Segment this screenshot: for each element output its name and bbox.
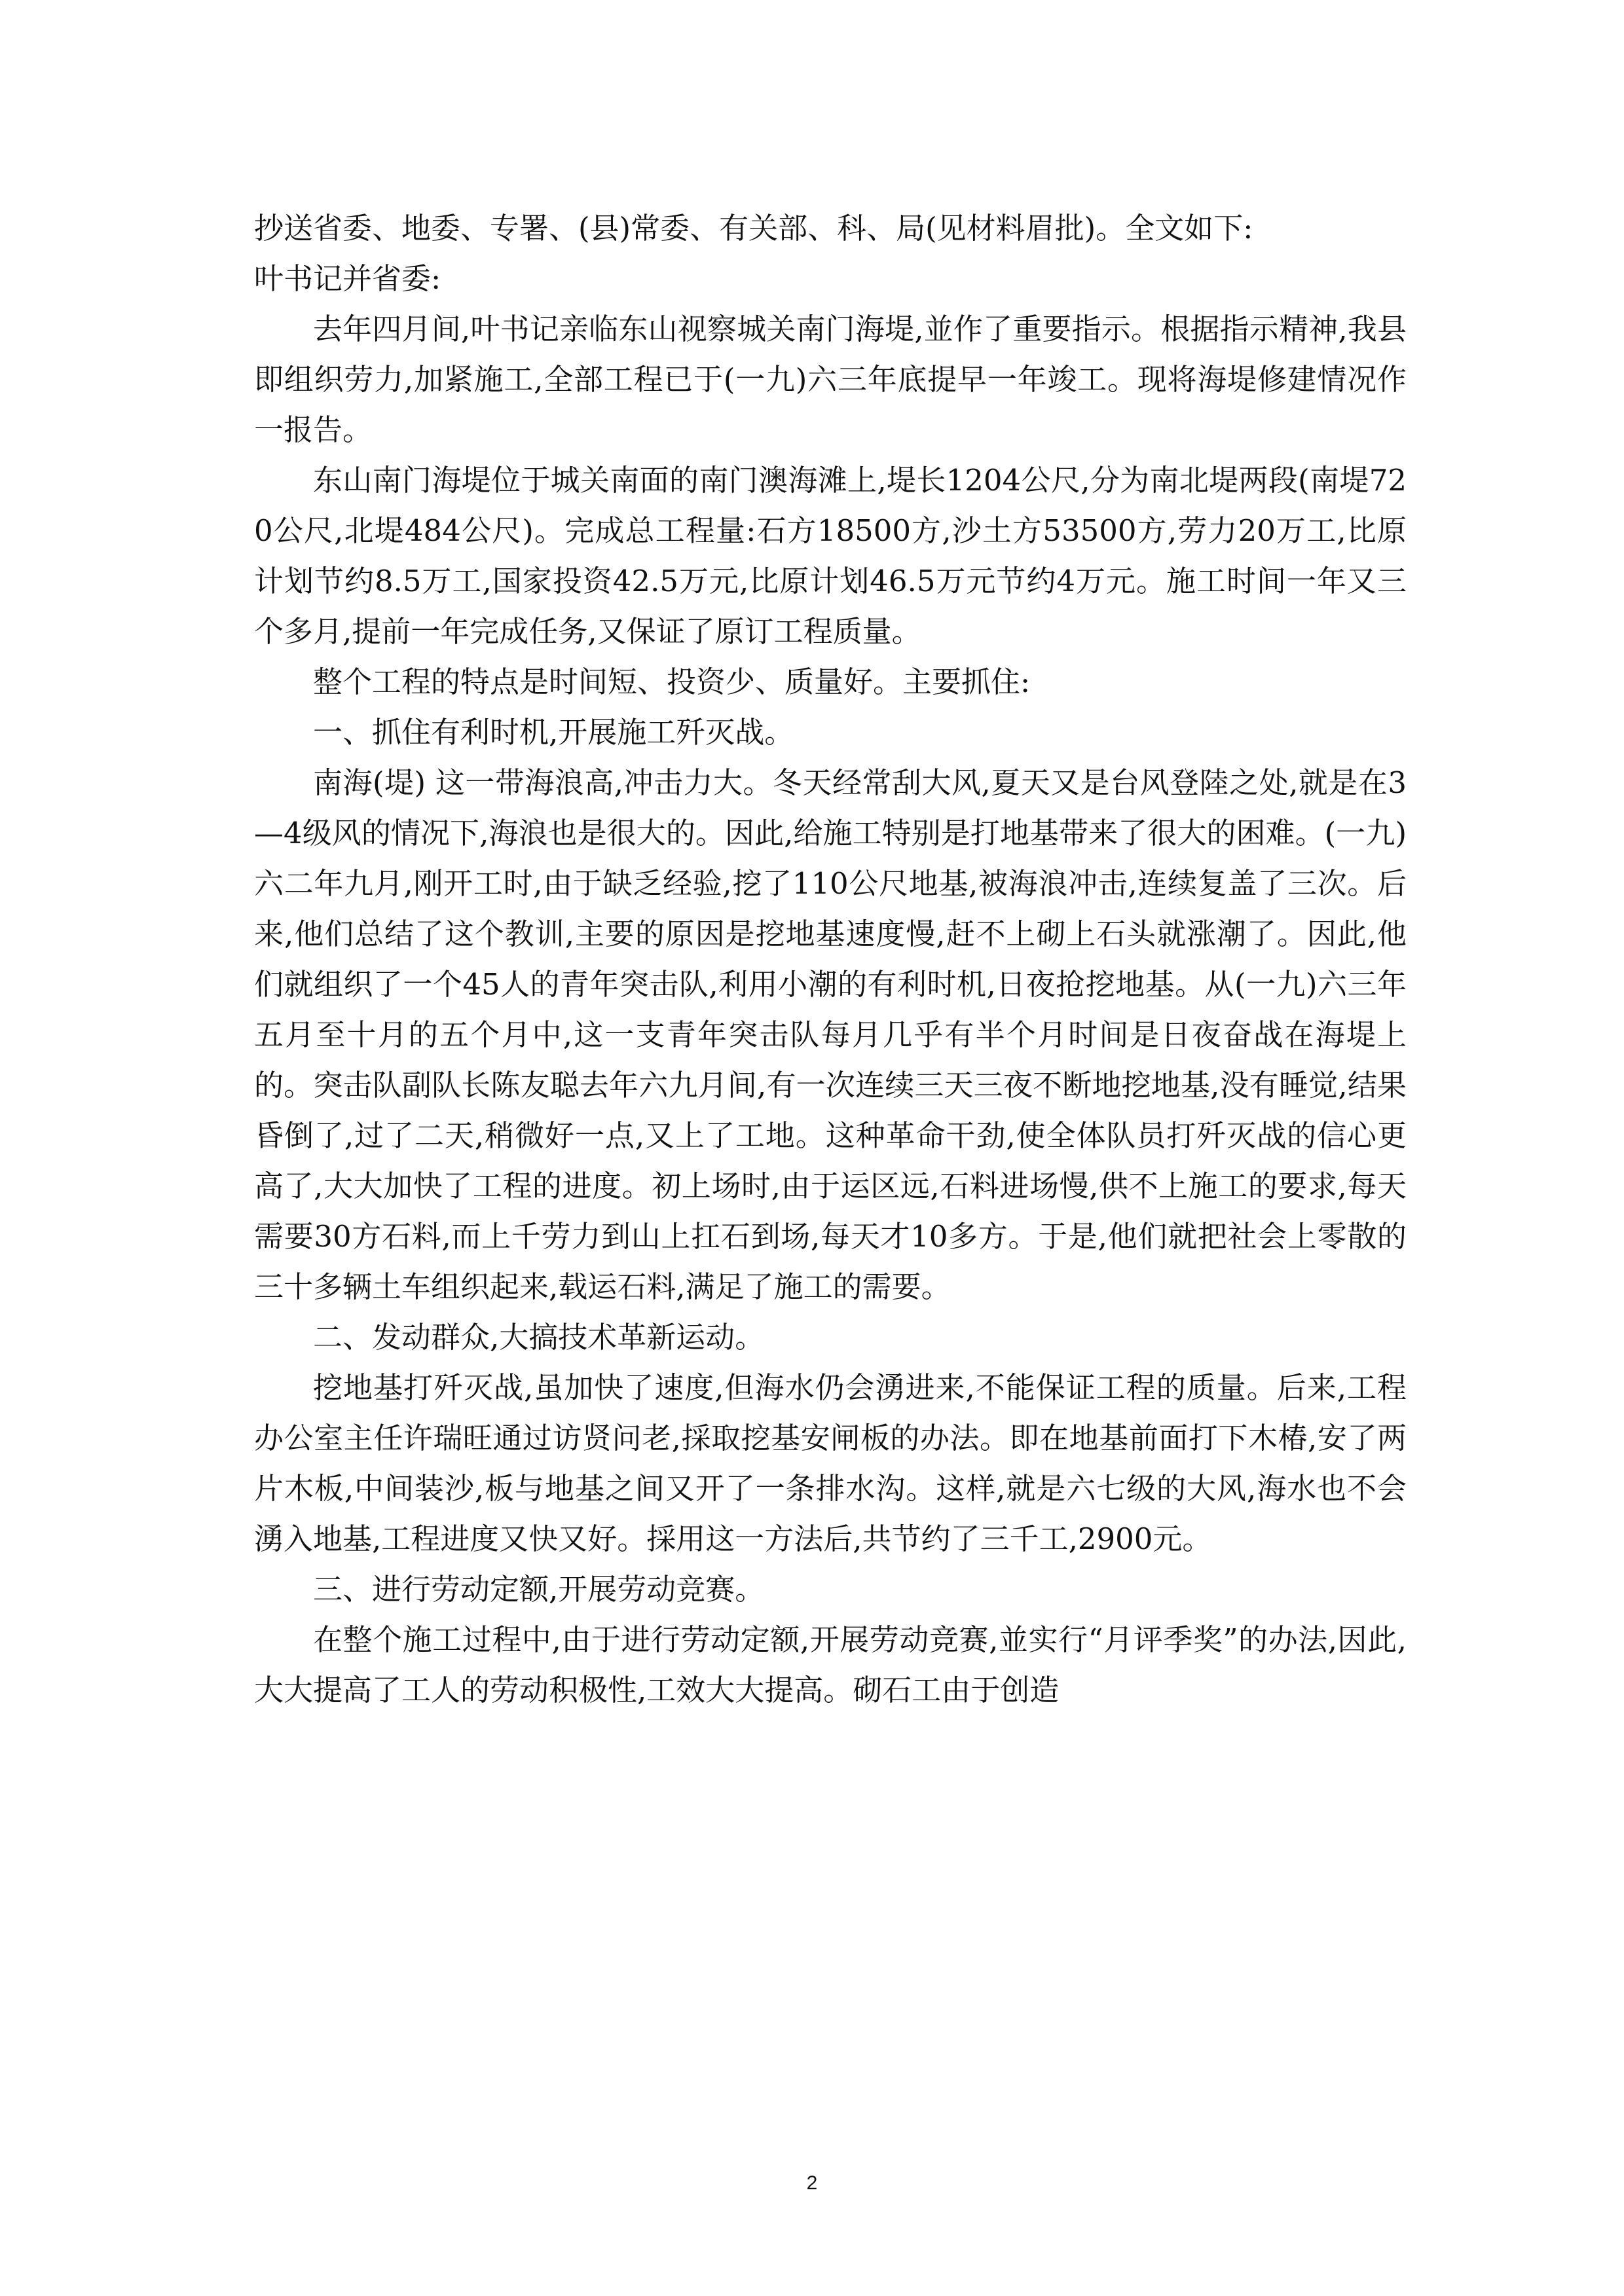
document-body — [254, 203, 1407, 1715]
page-number: 2 — [806, 2172, 818, 2194]
paragraph-intro: 去年四月间,叶书记亲临东山视察城关南门海堤,並作了重要指示。根据指示精神,我县即组织劳力,加紧施工,全部工程已于(一九)六三年底提早一年竣工。现将海堤修建情况作一报告。 — [254, 312, 1407, 447]
paragraph-overview: 东山南门海堤位于城关南面的南门澳海滩上,堤长1204公尺,分为南北堤两段(南堤720公尺,北堤484公尺)。完成总工程量:石方18500方,沙土方53500方,劳力20万工,比原计划节约8.5万工,国家投资42.5万元,比原计划46.5万元节约4万元。施工时间一年又三个多月,提前一年完成任务,又保证了原订工程质量。 — [254, 463, 1407, 649]
cc-line: 抄送省委、地委、专署、(县)常委、有关部、科、局(见材料眉批)。全文如下: — [254, 211, 1253, 246]
paragraph-section-3: 在整个施工过程中,由于进行劳动定额,开展劳动竞赛,並实行“月评季奖”的办法,因此,大大提高了工人的劳动积极性,工效大大提高。砌石工由于创造 — [254, 1622, 1407, 1707]
section-heading-1: 一、抓住有利时机,开展施工歼灭战。 — [313, 715, 794, 750]
paragraph-section-1: 南海(堤) 这一带海浪高,冲击力大。冬天经常刮大风,夏天又是台风登陸之处,就是在3—4级风的情况下,海浪也是很大的。因此,给施工特别是打地基带来了很大的困难。(一九)六二年九月,刚开工时,由于缺乏经验,挖了110公尺地基,被海浪冲击,连续复盖了三次。后来,他们总结了这个教训,主要的原因是挖地基速度慢,赶不上砌上石头就涨潮了。因此,他们就组织了一个45人的青年突击队,利用小潮的有利时机,日夜抢挖地基。从(一九)六三年五月至十月的五个月中,这一支青年突击队每月几乎有半个月时间是日夜奋战在海堤上的。突击队副队长陈友聪去年六九月间,有一次连续三天三夜不断地挖地基,没有睡觉,结果昏倒了,过了二天,稍微好一点,又上了工地。这种革命干劲,使全体队员打歼灭战的信心更高了,大大加快了工程的进度。初上场时,由于运区远,石料进场慢,供不上施工的要求,每天需要30方石料,而上千劳力到山上扛石到场,每天才10多方。于是,他们就把社会上零散的三十多辆土车组织起来,载运石料,满足了施工的需要。 — [254, 765, 1407, 1304]
salutation: 叶书记并省委: — [254, 261, 441, 296]
paragraph-section-2: 挖地基打歼灭战,虽加快了速度,但海水仍会湧进来,不能保证工程的质量。后来,工程办公室主任许瑞旺通过访贤问老,採取挖基安闸板的办法。即在地基前面打下木椿,安了两片木板,中间装沙,板与地基之间又开了一条排水沟。这样,就是六七级的大风,海水也不会湧入地基,工程进度又快又好。採用这一方法后,共节约了三千工,2900元。 — [254, 1370, 1407, 1556]
paragraph-features: 整个工程的特点是时间短、投资少、质量好。主要抓住: — [313, 665, 1031, 699]
section-heading-2: 二、发动群众,大搞技术革新运动。 — [313, 1320, 765, 1355]
section-heading-3: 三、进行劳动定额,开展劳动竞赛。 — [313, 1572, 765, 1607]
